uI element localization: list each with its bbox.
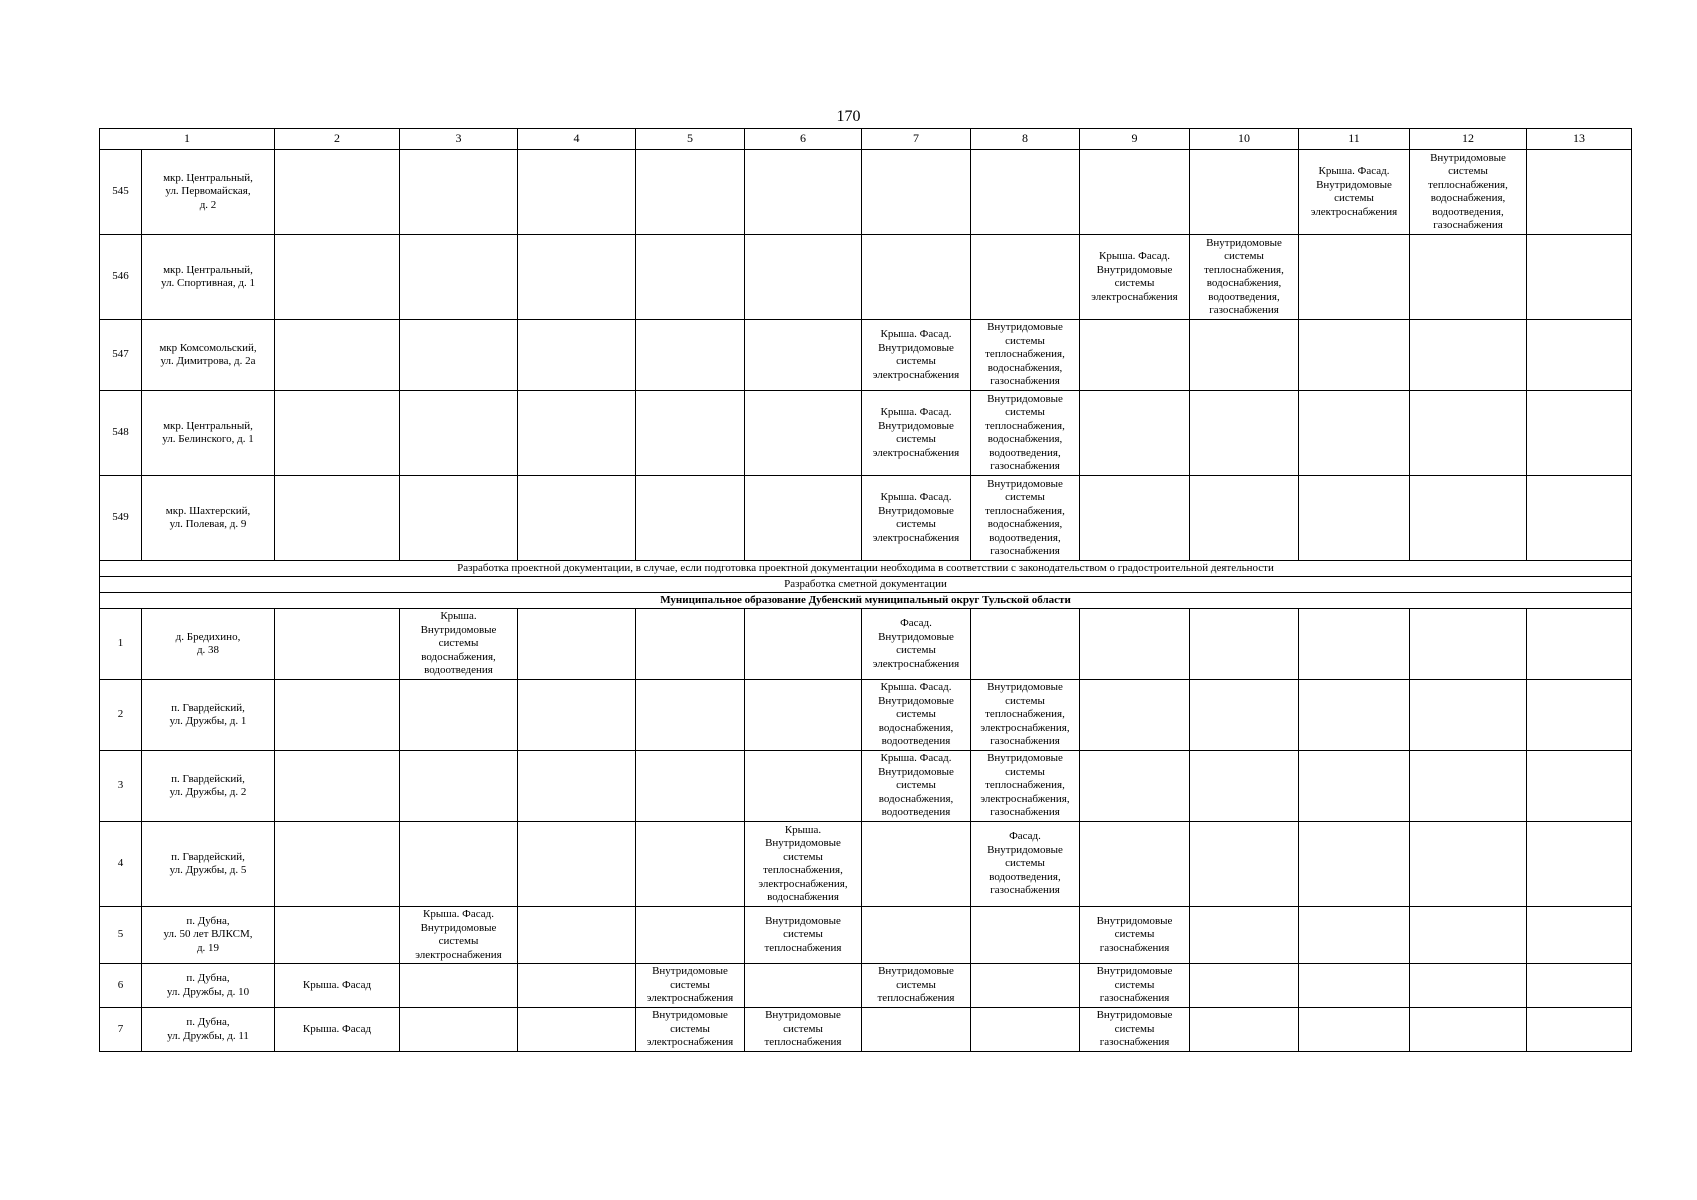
estimate-docs-row <box>100 577 1632 593</box>
work-cell <box>1410 391 1527 476</box>
work-cell <box>1410 476 1527 561</box>
work-cell <box>275 150 400 235</box>
work-cell <box>518 476 636 561</box>
work-cell <box>636 320 745 391</box>
work-cell: Внутридомовые системы теплоснабжения, водоснабжения, водоотведения, газоснабжения <box>1190 235 1299 320</box>
work-cell <box>518 680 636 751</box>
work-cell <box>275 751 400 822</box>
address-cell: мкр. Центральный, ул. Белинского, д. 1 <box>142 391 275 476</box>
work-cell: Внутридомовые системы теплоснабжения, электроснабжения, газоснабжения <box>971 680 1080 751</box>
work-cell <box>971 1008 1080 1052</box>
work-cell <box>1527 150 1632 235</box>
repair-schedule-table <box>99 128 1632 1052</box>
work-cell <box>275 907 400 964</box>
work-cell: Фасад. Внутридомовые системы электроснабжения <box>862 609 971 680</box>
work-cell <box>636 235 745 320</box>
table-row <box>100 391 1632 476</box>
work-cell <box>745 609 862 680</box>
row-number-cell: 6 <box>100 964 142 1008</box>
column-header: 1 <box>100 129 275 150</box>
work-cell <box>971 609 1080 680</box>
address-cell: мкр. Шахтерский, ул. Полевая, д. 9 <box>142 476 275 561</box>
work-cell <box>745 320 862 391</box>
row-number-cell: 7 <box>100 1008 142 1052</box>
work-cell <box>1190 320 1299 391</box>
work-cell <box>745 476 862 561</box>
work-cell <box>1080 476 1190 561</box>
work-cell <box>745 150 862 235</box>
work-cell <box>1190 751 1299 822</box>
address-cell: п. Дубна, ул. Дружбы, д. 11 <box>142 1008 275 1052</box>
work-cell <box>275 235 400 320</box>
work-cell: Внутридомовые системы газоснабжения <box>1080 907 1190 964</box>
work-cell <box>1527 320 1632 391</box>
work-cell <box>1080 680 1190 751</box>
work-cell: Внутридомовые системы теплоснабжения, электроснабжения, газоснабжения <box>971 751 1080 822</box>
address-cell: п. Дубна, ул. Дружбы, д. 10 <box>142 964 275 1008</box>
work-cell <box>275 680 400 751</box>
table-row <box>100 150 1632 235</box>
work-cell: Крыша. Фасад. Внутридомовые системы электроснабжения <box>862 320 971 391</box>
work-cell <box>1527 822 1632 907</box>
work-cell: Внутридомовые системы теплоснабжения, водоснабжения, водоотведения, газоснабжения <box>1410 150 1527 235</box>
work-cell <box>400 476 518 561</box>
work-cell <box>400 150 518 235</box>
work-cell <box>1299 320 1410 391</box>
column-header: 13 <box>1527 129 1632 150</box>
work-cell: Крыша. Фасад <box>275 1008 400 1052</box>
column-header: 11 <box>1299 129 1410 150</box>
work-cell: Крыша. Фасад. Внутридомовые системы водоснабжения, водоотведения <box>862 751 971 822</box>
work-cell <box>518 391 636 476</box>
estimate-docs-note: Разработка сметной документации <box>100 577 1632 593</box>
work-cell <box>518 964 636 1008</box>
row-number-cell: 4 <box>100 822 142 907</box>
work-cell <box>1527 1008 1632 1052</box>
table-row <box>100 1008 1632 1052</box>
table-row <box>100 320 1632 391</box>
work-cell: Крыша. Внутридомовые системы теплоснабжения, электроснабжения, водоснабжения <box>745 822 862 907</box>
work-cell <box>1190 1008 1299 1052</box>
work-cell <box>400 680 518 751</box>
row-number-cell: 546 <box>100 235 142 320</box>
work-cell <box>1299 964 1410 1008</box>
work-cell: Крыша. Внутридомовые системы водоснабжения, водоотведения <box>400 609 518 680</box>
work-cell <box>1299 822 1410 907</box>
work-cell <box>1080 391 1190 476</box>
work-cell <box>1410 680 1527 751</box>
work-cell: Крыша. Фасад. Внутридомовые системы электроснабжения <box>1299 150 1410 235</box>
work-cell <box>1190 964 1299 1008</box>
column-header: 10 <box>1190 129 1299 150</box>
work-cell <box>400 1008 518 1052</box>
address-cell: п. Гвардейский, ул. Дружбы, д. 2 <box>142 751 275 822</box>
table-row <box>100 609 1632 680</box>
row-number-cell: 545 <box>100 150 142 235</box>
table-row <box>100 235 1632 320</box>
work-cell <box>1080 751 1190 822</box>
work-cell <box>518 907 636 964</box>
work-cell <box>971 235 1080 320</box>
work-cell <box>400 320 518 391</box>
column-header: 3 <box>400 129 518 150</box>
work-cell <box>1410 964 1527 1008</box>
work-cell: Внутридомовые системы теплоснабжения, водоснабжения, газоснабжения <box>971 320 1080 391</box>
table-row <box>100 964 1632 1008</box>
work-cell <box>1190 609 1299 680</box>
column-header: 5 <box>636 129 745 150</box>
address-cell: мкр. Центральный, ул. Первомайская, д. 2 <box>142 150 275 235</box>
design-docs-note: Разработка проектной документации, в случае, если подготовка проектной документации необходима в соответствии с законодательством о градостроительной деятельности <box>100 561 1632 577</box>
address-cell: п. Гвардейский, ул. Дружбы, д. 5 <box>142 822 275 907</box>
work-cell: Крыша. Фасад. Внутридомовые системы электроснабжения <box>400 907 518 964</box>
work-cell <box>400 964 518 1008</box>
work-cell <box>518 609 636 680</box>
work-cell: Внутридомовые системы теплоснабжения, водоснабжения, водоотведения, газоснабжения <box>971 391 1080 476</box>
work-cell <box>862 235 971 320</box>
design-docs-row <box>100 561 1632 577</box>
work-cell <box>1410 822 1527 907</box>
column-header: 7 <box>862 129 971 150</box>
work-cell: Внутридомовые системы теплоснабжения <box>745 1008 862 1052</box>
work-cell <box>275 476 400 561</box>
work-cell <box>1190 150 1299 235</box>
work-cell <box>636 476 745 561</box>
work-cell <box>1527 907 1632 964</box>
work-cell <box>400 391 518 476</box>
work-cell <box>1190 680 1299 751</box>
work-cell: Крыша. Фасад. Внутридомовые системы электроснабжения <box>862 476 971 561</box>
work-cell <box>745 235 862 320</box>
municipality-row <box>100 593 1632 609</box>
work-cell <box>518 751 636 822</box>
table-row <box>100 751 1632 822</box>
work-cell: Крыша. Фасад. Внутридомовые системы водоснабжения, водоотведения <box>862 680 971 751</box>
work-cell: Крыша. Фасад. Внутридомовые системы электроснабжения <box>1080 235 1190 320</box>
work-cell <box>1527 391 1632 476</box>
work-cell <box>745 680 862 751</box>
work-cell <box>1410 1008 1527 1052</box>
row-number-cell: 549 <box>100 476 142 561</box>
column-header: 12 <box>1410 129 1527 150</box>
work-cell <box>518 235 636 320</box>
work-cell <box>1190 822 1299 907</box>
work-cell <box>400 751 518 822</box>
work-cell: Внутридомовые системы теплоснабжения, водоснабжения, водоотведения, газоснабжения <box>971 476 1080 561</box>
row-number-cell: 2 <box>100 680 142 751</box>
column-header: 4 <box>518 129 636 150</box>
work-cell: Крыша. Фасад <box>275 964 400 1008</box>
work-cell: Фасад. Внутридомовые системы водоотведения, газоснабжения <box>971 822 1080 907</box>
address-cell: п. Дубна, ул. 50 лет ВЛКСМ, д. 19 <box>142 907 275 964</box>
work-cell: Внутридомовые системы электроснабжения <box>636 964 745 1008</box>
work-cell <box>1410 235 1527 320</box>
work-cell <box>636 822 745 907</box>
work-cell <box>1410 907 1527 964</box>
work-cell <box>1299 907 1410 964</box>
column-header: 8 <box>971 129 1080 150</box>
work-cell <box>1299 235 1410 320</box>
work-cell <box>1527 751 1632 822</box>
work-cell <box>1080 609 1190 680</box>
work-cell <box>518 150 636 235</box>
work-cell <box>636 391 745 476</box>
work-cell <box>1527 609 1632 680</box>
work-cell <box>971 150 1080 235</box>
row-number-cell: 5 <box>100 907 142 964</box>
work-cell <box>1527 680 1632 751</box>
table-row <box>100 476 1632 561</box>
work-cell <box>1527 476 1632 561</box>
address-cell: д. Бредихино, д. 38 <box>142 609 275 680</box>
row-number-cell: 3 <box>100 751 142 822</box>
work-cell <box>400 235 518 320</box>
work-cell <box>1080 150 1190 235</box>
column-header: 2 <box>275 129 400 150</box>
municipality-heading: Муниципальное образование Дубенский муниципальный округ Тульской области <box>100 593 1632 609</box>
work-cell <box>1299 609 1410 680</box>
table-row <box>100 907 1632 964</box>
work-cell <box>1527 964 1632 1008</box>
work-cell <box>862 822 971 907</box>
work-cell <box>1410 320 1527 391</box>
work-cell: Внутридомовые системы электроснабжения <box>636 1008 745 1052</box>
work-cell <box>1299 1008 1410 1052</box>
work-cell <box>862 150 971 235</box>
work-cell <box>518 822 636 907</box>
address-cell: мкр Комсомольский, ул. Димитрова, д. 2а <box>142 320 275 391</box>
work-cell <box>745 751 862 822</box>
work-cell <box>745 391 862 476</box>
row-number-cell: 547 <box>100 320 142 391</box>
work-cell <box>636 609 745 680</box>
work-cell: Внутридомовые системы теплоснабжения <box>862 964 971 1008</box>
row-number-cell: 1 <box>100 609 142 680</box>
work-cell: Внутридомовые системы теплоснабжения <box>745 907 862 964</box>
table-row <box>100 680 1632 751</box>
row-number-cell: 548 <box>100 391 142 476</box>
work-cell <box>1299 680 1410 751</box>
column-number-header-row <box>100 129 1632 150</box>
work-cell <box>1299 751 1410 822</box>
work-cell <box>275 320 400 391</box>
column-header: 6 <box>745 129 862 150</box>
work-cell: Внутридомовые системы газоснабжения <box>1080 1008 1190 1052</box>
work-cell <box>971 964 1080 1008</box>
work-cell: Внутридомовые системы газоснабжения <box>1080 964 1190 1008</box>
work-cell <box>636 150 745 235</box>
work-cell <box>971 907 1080 964</box>
work-cell <box>1299 476 1410 561</box>
work-cell <box>518 320 636 391</box>
work-cell <box>275 609 400 680</box>
work-cell <box>400 822 518 907</box>
work-cell <box>518 1008 636 1052</box>
page-number: 170 <box>836 108 861 125</box>
work-cell <box>1190 907 1299 964</box>
table-row <box>100 822 1632 907</box>
work-cell <box>1410 609 1527 680</box>
work-cell <box>1410 751 1527 822</box>
work-cell <box>1080 320 1190 391</box>
address-cell: п. Гвардейский, ул. Дружбы, д. 1 <box>142 680 275 751</box>
address-cell: мкр. Центральный, ул. Спортивная, д. 1 <box>142 235 275 320</box>
work-cell <box>275 391 400 476</box>
work-cell <box>1299 391 1410 476</box>
work-cell <box>275 822 400 907</box>
column-header: 9 <box>1080 129 1190 150</box>
work-cell <box>1527 235 1632 320</box>
work-cell <box>636 680 745 751</box>
work-cell <box>745 964 862 1008</box>
work-cell <box>1190 391 1299 476</box>
work-cell <box>636 751 745 822</box>
work-cell <box>862 907 971 964</box>
work-cell <box>1190 476 1299 561</box>
work-cell: Крыша. Фасад. Внутридомовые системы электроснабжения <box>862 391 971 476</box>
work-cell <box>636 907 745 964</box>
work-cell <box>1080 822 1190 907</box>
work-cell <box>862 1008 971 1052</box>
